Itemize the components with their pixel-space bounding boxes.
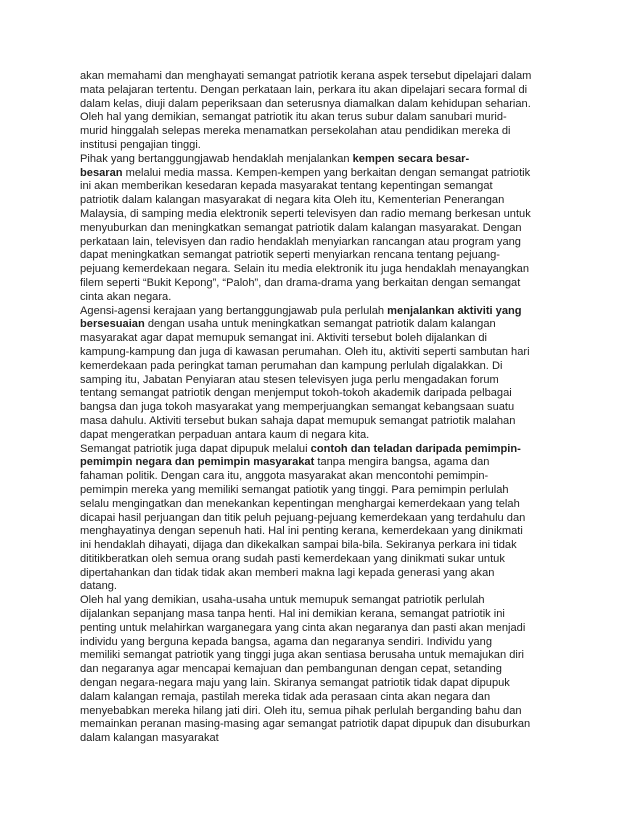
body-text: penting untuk melahirkan warganegara yang cinta akan negaranya dan pasti akan menjadi xyxy=(80,621,526,634)
text-line xyxy=(80,277,570,291)
body-text: akan memahami dan menghayati semangat patriotik kerana aspek tersebut dipelajari dalam xyxy=(80,70,532,82)
text-line xyxy=(80,222,570,236)
body-text: melalui media massa. Kempen-kempen yang berkaitan dengan semangat patriotik xyxy=(122,166,531,179)
body-text: dalam kalangan remaja, pastilah mereka tidak ada perasaan cinta akan negara dan xyxy=(80,690,491,703)
text-line xyxy=(80,539,570,553)
text-line xyxy=(80,553,570,567)
body-text: dicapai hasil perjuangan dan titik peluh pejuang-pejuang kemerdekaan yang terdahulu dan xyxy=(80,511,526,524)
body-text: datang. xyxy=(80,580,118,593)
body-text: kampung-kampung dan juga di kawasan perumahan. Oleh itu, aktiviti seperti sambutan hari xyxy=(80,345,530,358)
body-text: institusi pengajian tinggi. xyxy=(80,138,201,151)
text-line xyxy=(80,470,570,484)
body-text: Agensi-agensi kerajaan yang bertanggungjawab pula perlulah xyxy=(80,304,388,317)
body-text: selalu mengingatkan dan menekankan kepentingan menghargai kemerdekaan yang telah xyxy=(80,497,520,510)
text-line xyxy=(80,305,570,319)
text-line xyxy=(80,594,570,608)
text-line xyxy=(80,167,570,181)
body-text: Oleh hal yang demikian, usaha-usaha untuk memupuk semangat patriotik perlulah xyxy=(80,594,485,607)
body-text: pemimpin mereka yang memiliki semangat patiotik yang tinggi. Para pemimpin perlulah xyxy=(80,483,509,496)
text-line xyxy=(80,291,570,305)
text-line xyxy=(80,718,570,732)
paragraph xyxy=(80,70,570,153)
body-text: dapat mengeratkan perpaduan antara kaum di negara kita. xyxy=(80,428,370,441)
bold-text: kempen secara besar- xyxy=(352,152,470,165)
body-text: tanpa mengira bangsa, agama dan xyxy=(314,456,490,469)
text-line xyxy=(80,318,570,332)
bold-text: menjalankan aktiviti yang xyxy=(387,304,522,317)
body-text: dalam kalangan masyarakat xyxy=(80,732,219,745)
body-text: mata pelajaran tertentu. Dengan perkataan lain, perkara itu akan dipelajari secara formal di xyxy=(80,83,528,96)
text-line xyxy=(80,401,570,415)
body-text: samping itu, Jabatan Penyiaran atau stesen televisyen juga perlu mengadakan forum xyxy=(80,373,499,386)
body-text: Pihak yang bertanggungjawab hendaklah menjalankan xyxy=(80,152,353,165)
body-text: fahaman politik. Dengan cara itu, anggota masyarakat akan mencontohi pemimpin- xyxy=(80,470,489,483)
paragraph xyxy=(80,305,570,443)
text-line xyxy=(80,374,570,388)
body-text: ini akan memberikan kesedaran kepada masyarakat tentang kepentingan semangat xyxy=(80,180,493,193)
text-line xyxy=(80,98,570,112)
body-text: ini hendaklah dihayati, dijaga dan dikekalkan sampai bila-bila. Sekiranya perkara ini tidak xyxy=(80,539,517,552)
text-line xyxy=(80,567,570,581)
text-line xyxy=(80,249,570,263)
text-line xyxy=(80,443,570,457)
body-text: filem seperti “Bukit Kepong”, “Paloh”, dan drama-drama yang berkaitan dengan semangat xyxy=(80,276,521,289)
body-text: Oleh hal yang demikian, semangat patriotik itu akan terus subur dalam sanubari murid- xyxy=(80,111,507,124)
text-line xyxy=(80,691,570,705)
body-text: cinta akan negara. xyxy=(80,290,172,303)
paragraph xyxy=(80,443,570,595)
text-line xyxy=(80,180,570,194)
text-line xyxy=(80,580,570,594)
text-line xyxy=(80,732,570,746)
body-text: masyarakat agar dapat memupuk semangat ini. Aktiviti tersebut boleh dijalankan di xyxy=(80,332,487,345)
bold-text: bersesuaian xyxy=(80,318,145,331)
body-text: dijalankan sepanjang masa tanpa henti. Hal ini demikian kerana, semangat patriotik ini xyxy=(80,608,505,621)
text-line xyxy=(80,415,570,429)
body-text: dititikberatkan oleh semua orang sudah pasti kemerdekaan yang dinikmati sukar untuk xyxy=(80,552,505,565)
body-text: pejuang kemerdekaan negara. Selain itu media elektronik itu juga hendaklah menayangkan xyxy=(80,263,529,276)
text-line xyxy=(80,111,570,125)
text-line xyxy=(80,346,570,360)
body-text: perkataan lain, televisyen dan radio hendaklah menyiarkan rancangan atau program yang xyxy=(80,235,521,248)
body-text: tentang semangat patriotik dengan menjemput tokoh-tokoh akademik daripada pelbagai xyxy=(80,387,512,400)
body-text: patriotik dalam kalangan masyarakat di negara kita Oleh itu, Kementerian Penerangan xyxy=(80,194,505,207)
body-text: murid hinggalah selepas mereka menamatkan persekolahan atau pendidikan mereka di xyxy=(80,125,511,138)
text-line xyxy=(80,332,570,346)
body-text: dalam kelas, diuji dalam peperiksaan dan seterusnya diamalkan dalam kehidupan seharian. xyxy=(80,97,531,110)
text-line xyxy=(80,636,570,650)
body-text: menyebabkan mereka hilang jati diri. Oleh itu, semua pihak perlulah berganding bahu dan xyxy=(80,704,522,717)
text-line xyxy=(80,429,570,443)
bold-text: besaran xyxy=(80,166,123,179)
text-line xyxy=(80,677,570,691)
body-text: individu yang berguna kepada bangsa, agama dan negaranya sendiri. Individu yang xyxy=(80,635,493,648)
document-page xyxy=(80,70,570,746)
text-line xyxy=(80,608,570,622)
text-line xyxy=(80,484,570,498)
text-line xyxy=(80,84,570,98)
body-text: dipertahankan dan tidak tidak akan memberi makna lagi kepada generasi yang akan xyxy=(80,566,495,579)
body-text: dengan usaha untuk meningkatkan semangat patriotik dalam kalangan xyxy=(144,318,496,331)
body-text: Malaysia, di samping media elektronik seperti televisyen dan radio memang berkesan untuk xyxy=(80,207,531,220)
body-text: Semangat patriotik juga dapat dipupuk melalui xyxy=(80,442,311,455)
text-line xyxy=(80,649,570,663)
body-text: dengan negara-negara maju yang lain. Skiranya semangat patriotik tidak dapat dipupuk xyxy=(80,677,510,690)
text-line xyxy=(80,456,570,470)
body-text: memiliki semangat patriotik yang tinggi juga akan sentiasa berusaha untuk memajukan diri xyxy=(80,649,524,662)
body-text: memainkan peranan masing-masing agar semangat patriotik dapat dipupuk dan disuburkan xyxy=(80,718,531,731)
bold-text: contoh dan teladan daripada pemimpin- xyxy=(310,442,521,455)
body-text: dan negaranya agar mencapai kemajuan dan pembangunan dengan cepat, setanding xyxy=(80,663,502,676)
paragraph xyxy=(80,153,570,305)
text-line xyxy=(80,387,570,401)
text-line xyxy=(80,208,570,222)
text-line xyxy=(80,263,570,277)
text-line xyxy=(80,70,570,84)
text-line xyxy=(80,525,570,539)
bold-text: pemimpin negara dan pemimpin masyarakat xyxy=(80,456,315,469)
text-line xyxy=(80,194,570,208)
text-line xyxy=(80,512,570,526)
text-line xyxy=(80,125,570,139)
body-text: menghayatinya dengan sepenuh hati. Hal ini penting kerana, kemerdekaan yang dinikmati xyxy=(80,525,523,538)
body-text: masa dahulu. Aktiviti tersebut bukan sahaja dapat memupuk semangat patriotik malahan xyxy=(80,414,516,427)
text-line xyxy=(80,236,570,250)
text-line xyxy=(80,705,570,719)
paragraph xyxy=(80,594,570,746)
body-text: kemerdekaan pada peringkat taman perumahan dan kampung perlulah digalakkan. Di xyxy=(80,359,503,372)
body-text: bangsa dan juga tokoh masyarakat yang memperjuangkan semangat kebangsaan suatu xyxy=(80,401,515,414)
text-line xyxy=(80,153,570,167)
text-line xyxy=(80,360,570,374)
text-line xyxy=(80,498,570,512)
body-text: dapat meningkatkan semangat patriotik seperti menyiarkan rencana tentang pejuang- xyxy=(80,249,500,262)
text-line xyxy=(80,663,570,677)
body-text: menyuburkan dan meningkatkan semangat patriotik dalam kalangan masyarakat. Dengan xyxy=(80,221,522,234)
text-line xyxy=(80,139,570,153)
text-line xyxy=(80,622,570,636)
